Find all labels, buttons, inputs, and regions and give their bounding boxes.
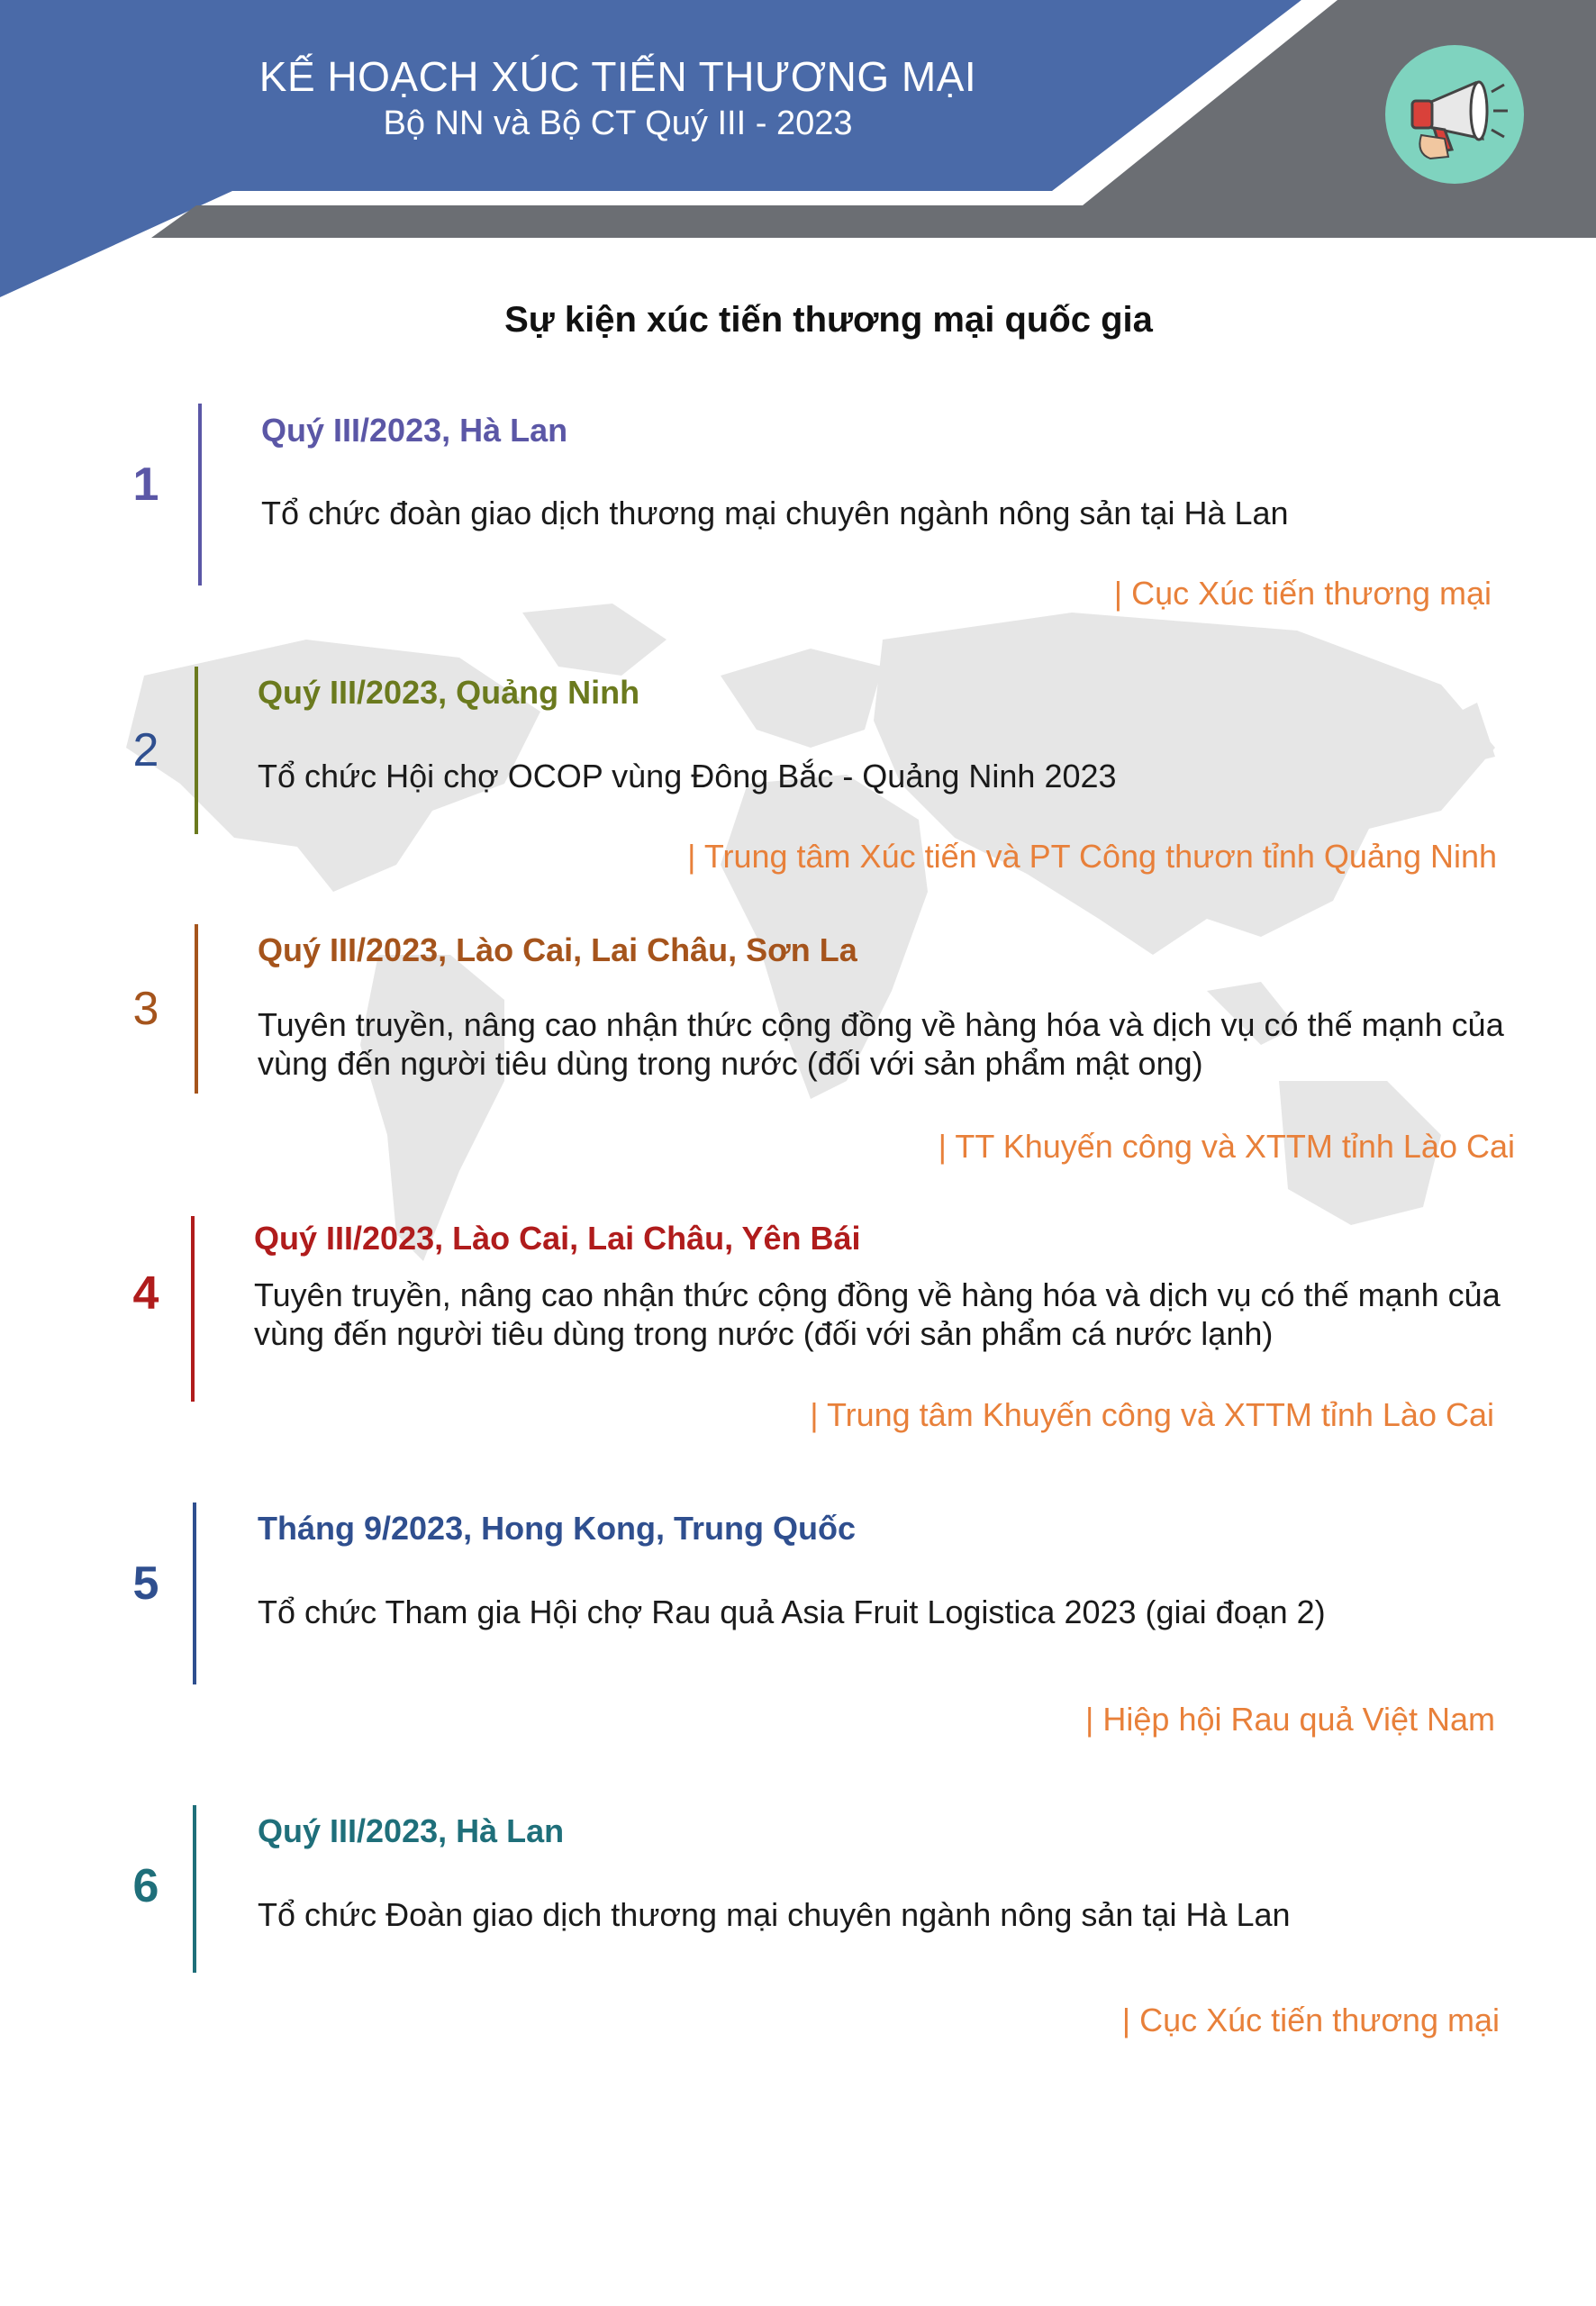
- event-number: 1: [132, 458, 159, 511]
- event-date-location: Quý III/2023, Hà Lan: [261, 412, 568, 449]
- event-divider: [198, 404, 202, 586]
- event-divider: [193, 1805, 196, 1973]
- page-subtitle: Bộ NN và Bộ CT Quý III - 2023: [383, 104, 853, 142]
- event-date-location: Quý III/2023, Lào Cai, Lai Châu, Sơn La: [258, 931, 857, 968]
- page-title: KẾ HOẠCH XÚC TIẾN THƯƠNG MẠI: [258, 53, 977, 100]
- event-number: 6: [132, 1860, 159, 1912]
- event-organizer: | Trung tâm Xúc tiến và PT Công thươn tỉnh Quảng Ninh: [687, 838, 1497, 875]
- event-description: Tuyên truyền, nâng cao nhận thức cộng đồng về hàng hóa và dịch vụ có thế mạnh của vùng đến người tiêu dùng trong nước (đối với sản phẩm cá nước lạnh): [254, 1276, 1501, 1352]
- section-title: Sự kiện xúc tiến thương mại quốc gia: [504, 300, 1153, 340]
- event-number: 2: [132, 724, 159, 776]
- event-organizer: | Cục Xúc tiến thương mại: [1113, 575, 1492, 612]
- event-number: 4: [132, 1267, 159, 1320]
- event-divider: [195, 924, 198, 1094]
- event-organizer: | Hiệp hội Rau quả Việt Nam: [1085, 1701, 1495, 1738]
- event-divider: [193, 1503, 196, 1684]
- event-divider: [195, 667, 198, 834]
- event-description: Tổ chức Hội chợ OCOP vùng Đông Bắc - Quảng Ninh 2023: [258, 758, 1117, 794]
- event-organizer: | Cục Xúc tiến thương mại: [1121, 2002, 1500, 2038]
- event-date-location: Quý III/2023, Lào Cai, Lai Châu, Yên Bái: [254, 1220, 861, 1257]
- event-divider: [191, 1216, 195, 1402]
- megaphone-icon: [1385, 45, 1524, 184]
- event-description: Tuyên truyền, nâng cao nhận thức cộng đồng về hàng hóa và dịch vụ có thế mạnh của vùng đến người tiêu dùng trong nước (đối với sản phẩm mật ong): [258, 1006, 1504, 1082]
- event-description: Tổ chức đoàn giao dịch thương mại chuyên ngành nông sản tại Hà Lan: [261, 495, 1289, 531]
- event-number: 5: [132, 1557, 159, 1610]
- event-date-location: Quý III/2023, Hà Lan: [258, 1812, 565, 1849]
- event-organizer: | TT Khuyến công và XTTM tỉnh Lào Cai: [938, 1128, 1515, 1165]
- event-description: Tổ chức Tham gia Hội chợ Rau quả Asia Fruit Logistica 2023 (giai đoạn 2): [258, 1593, 1326, 1630]
- event-organizer: | Trung tâm Khuyến công và XTTM tỉnh Lào Cai: [810, 1396, 1494, 1433]
- event-date-location: Quý III/2023, Quảng Ninh: [258, 674, 640, 711]
- header-banner: [0, 0, 1596, 306]
- event-number: 3: [132, 983, 159, 1035]
- event-date-location: Tháng 9/2023, Hong Kong, Trung Quốc: [258, 1510, 857, 1547]
- event-description: Tổ chức Đoàn giao dịch thương mại chuyên ngành nông sản tại Hà Lan: [258, 1896, 1291, 1933]
